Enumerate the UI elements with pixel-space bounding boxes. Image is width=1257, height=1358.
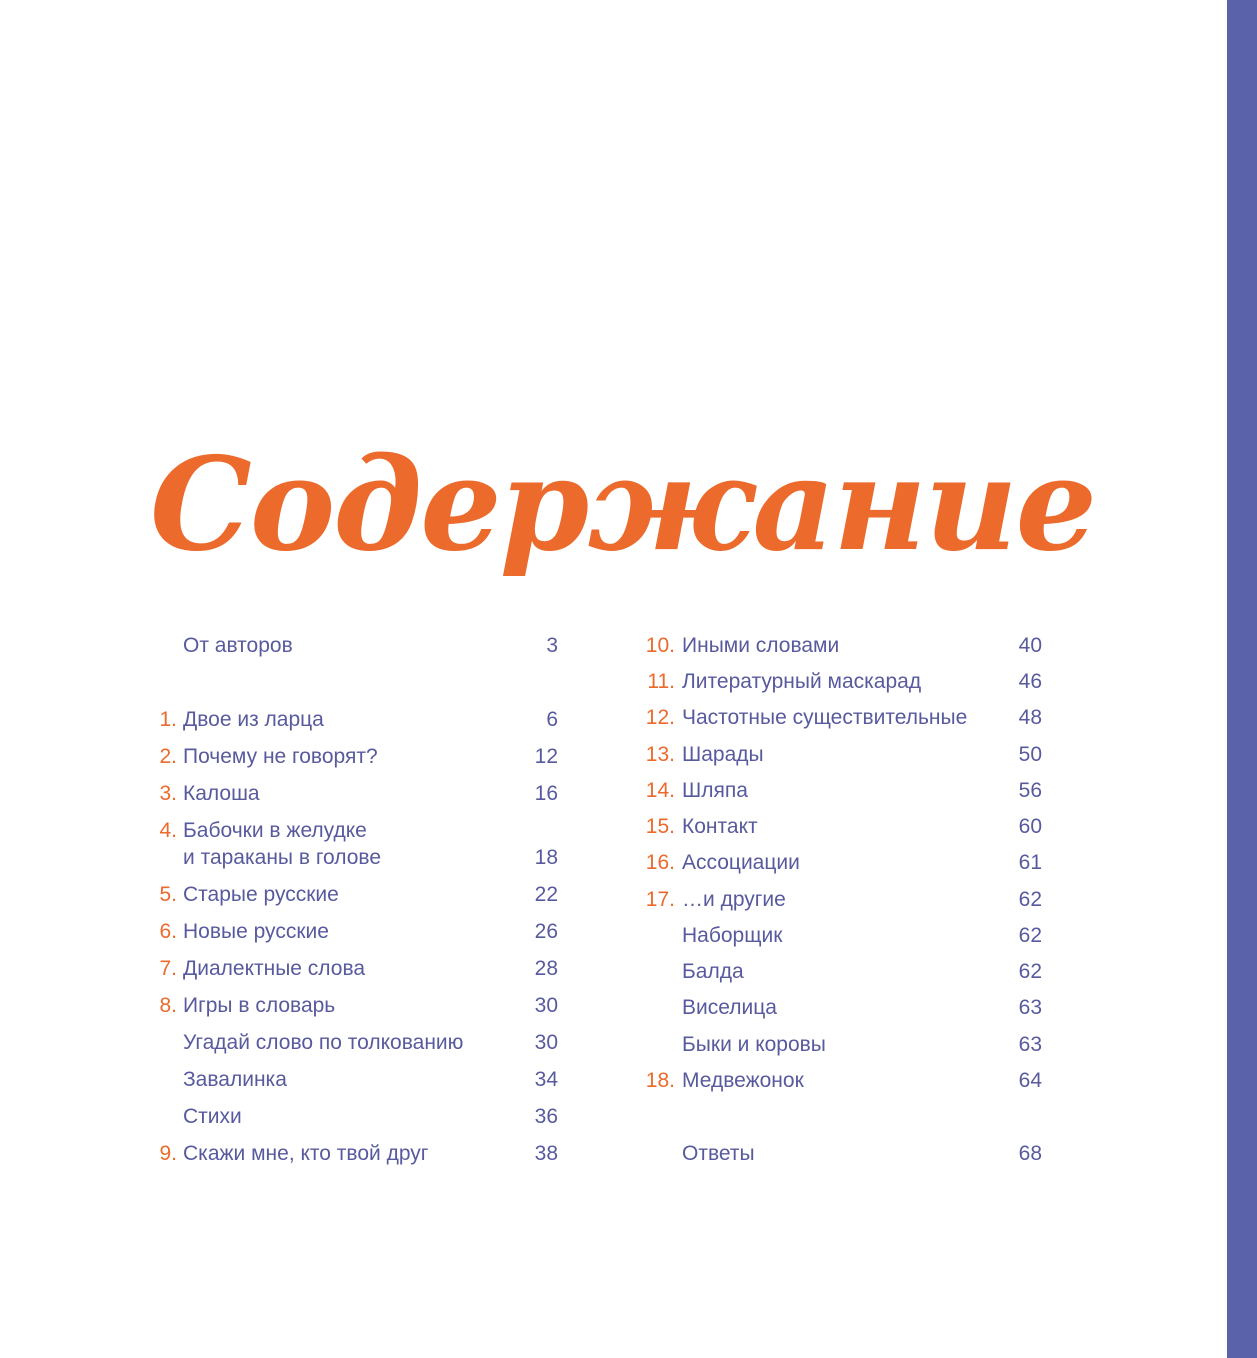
toc-entry-label: Новые русские	[183, 920, 329, 943]
toc-entry-page: 40	[1018, 634, 1042, 657]
toc-entry-number: 8.	[159, 994, 177, 1017]
toc-entry-page: 64	[1018, 1069, 1042, 1092]
toc-entry-label: Угадай слово по толкованию	[183, 1031, 464, 1054]
toc-entry-page: 12	[534, 745, 558, 768]
toc-entry-number: 4.	[159, 819, 177, 842]
toc-entry-page: 34	[534, 1068, 558, 1091]
toc-entry-number: 6.	[159, 920, 177, 943]
toc-entry-page: 6	[546, 708, 558, 731]
toc-entry-label: Виселица	[682, 996, 777, 1019]
toc-entry-label: Диалектные слова	[183, 957, 366, 980]
toc-entry-label: Бабочки в желудке	[183, 819, 367, 842]
toc-entry-number: 15.	[645, 815, 675, 838]
toc-entry-number: 11.	[647, 670, 675, 693]
toc-entry-page: 18	[534, 846, 558, 869]
toc-entry-page: 61	[1018, 851, 1042, 874]
toc-entry-number: 17.	[645, 888, 675, 911]
toc-entry-number: 9.	[159, 1142, 177, 1165]
toc-entry-page: 56	[1018, 779, 1042, 802]
toc-entry-label: Наборщик	[682, 924, 783, 947]
toc-entry-page: 63	[1018, 996, 1042, 1019]
toc-entry-label: Шляпа	[682, 779, 748, 802]
toc-entry-label: и тараканы в голове	[183, 846, 382, 869]
toc-entry-label: Скажи мне, кто твой друг	[183, 1142, 429, 1165]
toc-entry-page: 3	[546, 634, 558, 657]
toc-entry-page: 60	[1018, 815, 1042, 838]
toc-entry-number: 5.	[159, 883, 177, 906]
toc-entry-label: Медвежонок	[682, 1069, 804, 1092]
toc-entry-label: Ответы	[682, 1142, 755, 1165]
toc-entry-label: От авторов	[183, 634, 293, 657]
toc-entry-label: Контакт	[682, 815, 758, 838]
toc-entry-number: 12.	[645, 706, 675, 729]
page-title: Содержание	[150, 429, 1096, 580]
toc-entry-page: 63	[1018, 1033, 1042, 1056]
toc-entry-label: Двое из ларца	[183, 708, 324, 731]
toc-entry-page: 62	[1018, 888, 1042, 911]
toc-entry-page: 62	[1018, 924, 1042, 947]
toc-entry-page: 46	[1018, 670, 1042, 693]
toc-entry-number: 18.	[645, 1069, 675, 1092]
toc-entry-number: 3.	[159, 782, 177, 805]
toc-entry-label: Балда	[682, 960, 744, 983]
toc-entry-number: 13.	[645, 743, 675, 766]
toc-entry-label: Быки и коровы	[682, 1033, 826, 1056]
toc-entry-label: Старые русские	[183, 883, 339, 906]
toc-entry-page: 38	[534, 1142, 558, 1165]
toc-entry-label: Почему не говорят?	[183, 745, 378, 768]
toc-entry-label: Игры в словарь	[183, 994, 336, 1017]
toc-entry-page: 16	[534, 782, 558, 805]
toc-entry-page: 30	[534, 1031, 558, 1054]
toc-entry-page: 62	[1018, 960, 1042, 983]
toc-entry-label: Литературный маскарад	[682, 670, 922, 693]
toc-entry-label: Ассоциации	[682, 851, 800, 874]
side-color-band	[1227, 0, 1257, 1358]
toc-entry-page: 26	[534, 920, 558, 943]
toc-entry-label: Частотные существительные	[682, 706, 968, 729]
toc-entry-number: 14.	[645, 779, 675, 802]
toc-entry-page: 36	[534, 1105, 558, 1128]
toc-entry-label: Калоша	[183, 782, 260, 805]
toc-entry-number: 16.	[645, 851, 675, 874]
toc-entry-number: 2.	[159, 745, 177, 768]
toc-entry-number: 7.	[159, 957, 177, 980]
toc-entry-page: 30	[534, 994, 558, 1017]
toc-entry-page: 22	[534, 883, 558, 906]
toc-entry-number: 10.	[645, 634, 675, 657]
toc-entry-page: 50	[1018, 743, 1042, 766]
toc-entry-label: Стихи	[183, 1105, 242, 1128]
toc-entry-label: …и другие	[682, 888, 786, 911]
toc-entry-page: 48	[1018, 706, 1042, 729]
toc-entry-number: 1.	[159, 708, 177, 731]
toc-entry-label: Завалинка	[183, 1068, 287, 1091]
toc-entry-label: Шарады	[682, 743, 764, 766]
toc-entry-label: Иными словами	[682, 634, 840, 657]
toc-entry-page: 28	[534, 957, 558, 980]
toc-entry-page: 68	[1018, 1142, 1042, 1165]
